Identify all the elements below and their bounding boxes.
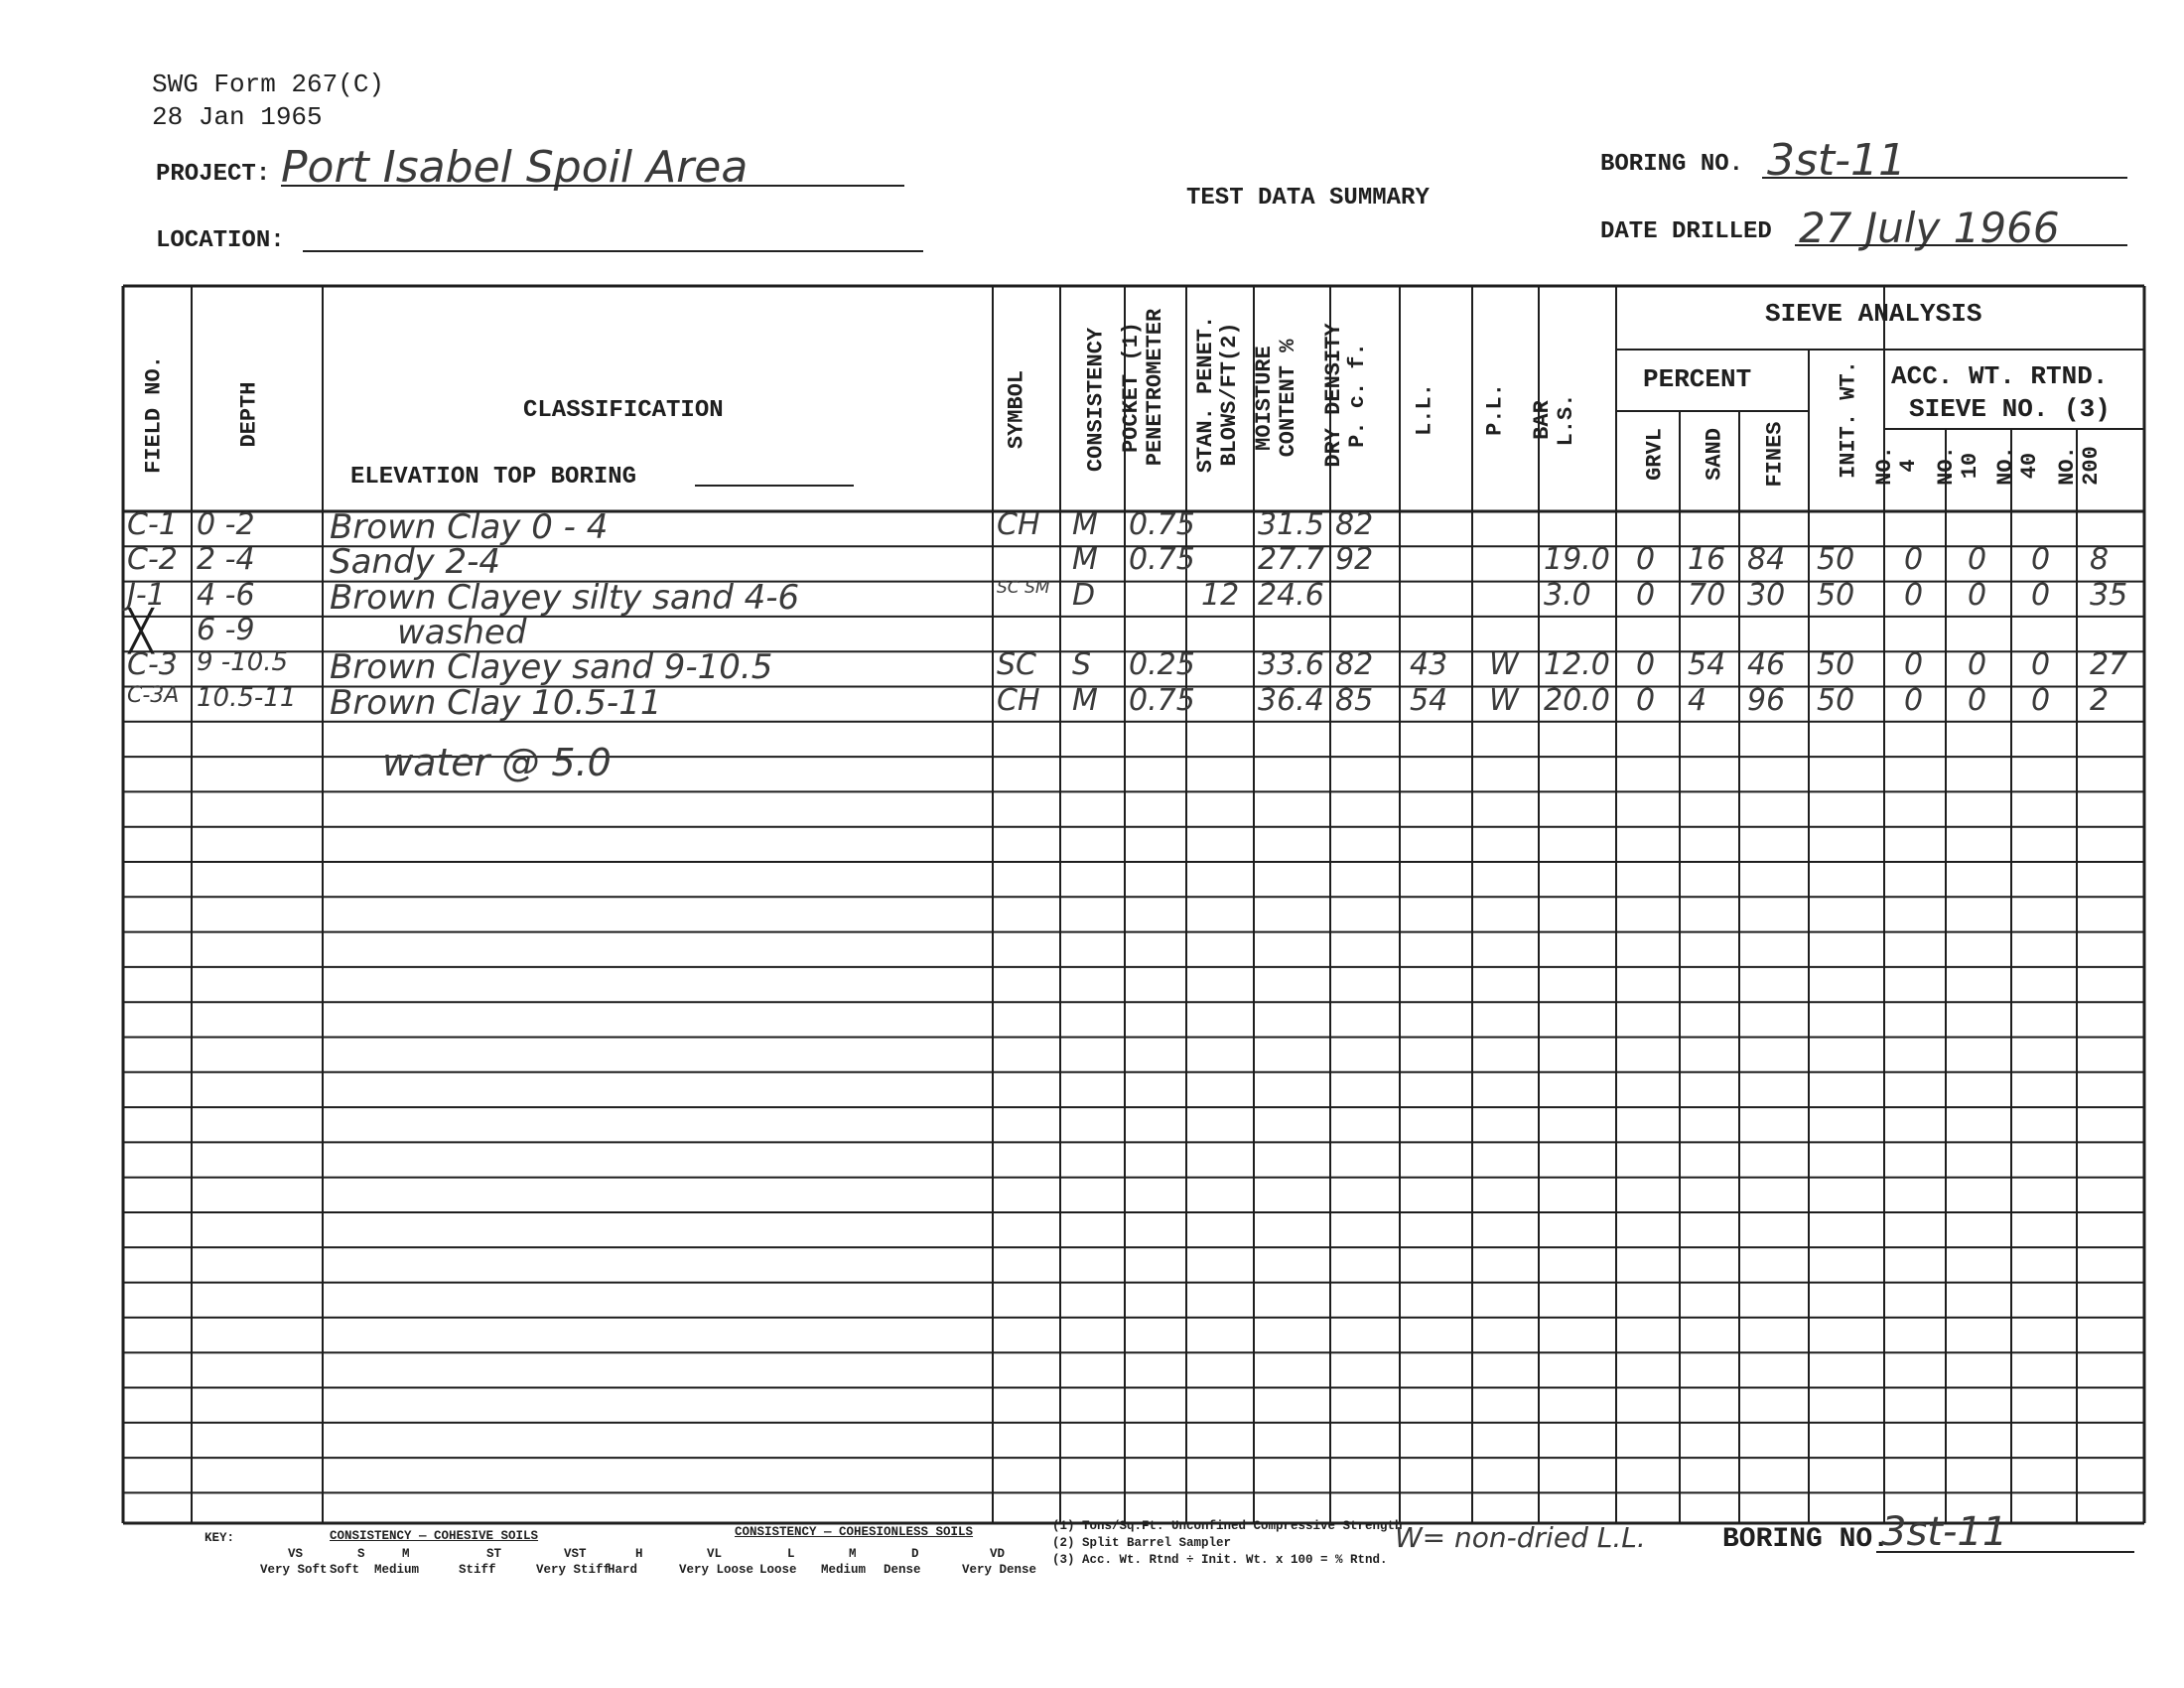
row-field-no: J-1	[127, 577, 166, 613]
boring-no-label: BORING NO.	[1600, 151, 1744, 178]
key-name: Medium	[374, 1563, 420, 1577]
crossed-out-mark-icon: ╳	[129, 608, 154, 654]
header-grvl: GRVL	[1642, 428, 1668, 481]
row-init-wt: 50	[1817, 542, 1855, 578]
row-classification: Brown Clay 10.5-11	[330, 682, 662, 723]
key-code: ST	[486, 1547, 502, 1561]
row-init-wt: 50	[1817, 577, 1855, 613]
key-name: Stiff	[459, 1563, 496, 1577]
row-bar-ls: 19.0	[1544, 542, 1610, 578]
key-name: Soft	[330, 1563, 360, 1577]
elevation-underline	[695, 485, 854, 487]
key-code: VD	[990, 1547, 1006, 1561]
key-code: L	[787, 1547, 795, 1561]
row-depth: 2 -4	[197, 542, 255, 578]
row-dry-density: 82	[1335, 507, 1374, 542]
row-grvl: 0	[1636, 542, 1656, 578]
row-moisture: 33.6	[1258, 647, 1324, 683]
row-symbol: CH	[997, 682, 1040, 718]
header-acc-sieve: SIEVE NO. (3)	[1909, 394, 2111, 424]
row-no200: 2	[2090, 682, 2110, 718]
footer-boring-value: 3st-11	[1881, 1509, 2008, 1555]
row-classification: Brown Clay 0 - 4	[330, 507, 609, 547]
row-init-wt: 50	[1817, 647, 1855, 683]
header-no10: NO. 10	[1934, 446, 1982, 486]
date-drilled-label: DATE DRILLED	[1600, 218, 1772, 245]
location-label: LOCATION:	[156, 227, 285, 254]
row-depth: 4 -6	[197, 577, 255, 613]
header-sieve-analysis: SIEVE ANALYSIS	[1765, 299, 1982, 329]
row-field-no: C-3A	[127, 682, 180, 708]
header-no4: NO. 4	[1872, 446, 1921, 486]
form-date: 28 Jan 1965	[152, 102, 323, 132]
key-note-3: (3) Acc. Wt. Rtnd ÷ Init. Wt. x 100 = % Rtnd.	[1052, 1553, 1388, 1567]
key-name: Very Dense	[962, 1563, 1037, 1577]
row-classification: Sandy 2-4	[330, 542, 501, 583]
header-init-wt: INIT. WT.	[1836, 360, 1861, 479]
row-no200: 8	[2090, 542, 2110, 578]
key-code: VST	[564, 1547, 587, 1561]
key-name: Loose	[759, 1563, 797, 1577]
water-note: water @ 5.0	[382, 741, 612, 784]
row-consistency: M	[1072, 542, 1098, 578]
row-symbol: SC SM	[997, 577, 1050, 598]
row-moisture: 24.6	[1258, 577, 1324, 613]
row-no10: 0	[1968, 682, 1987, 718]
header-symbol: SYMBOL	[1004, 369, 1029, 450]
row-field-no: C-1	[127, 507, 178, 542]
row-no200: 27	[2090, 647, 2128, 683]
key-code: M	[849, 1547, 857, 1561]
header-depth: DEPTH	[236, 381, 262, 448]
row-fines: 84	[1747, 542, 1786, 578]
row-bar-ls: 20.0	[1544, 682, 1610, 718]
row-no40: 0	[2031, 577, 2051, 613]
header-dry-density	[1322, 306, 1370, 485]
key-label: KEY:	[205, 1531, 235, 1545]
row-no200: 35	[2090, 577, 2128, 613]
header-ll: L.L.	[1412, 383, 1437, 436]
row-bar-ls: 3.0	[1544, 577, 1591, 613]
row-classification: washed	[397, 612, 527, 652]
row-grvl: 0	[1636, 682, 1656, 718]
row-classification: Brown Clayey sand 9-10.5	[330, 647, 773, 688]
header-dry-line1: DRY DENSITY	[1321, 323, 1346, 468]
key-code: H	[635, 1547, 643, 1561]
row-grvl: 0	[1636, 647, 1656, 683]
row-no4: 0	[1904, 647, 1924, 683]
row-fines: 30	[1747, 577, 1786, 613]
row-bar-ls: 12.0	[1544, 647, 1610, 683]
header-stan-line1: STAN. PENET.	[1193, 315, 1218, 474]
header-sand: SAND	[1702, 428, 1727, 481]
key-name: Very Soft	[260, 1563, 328, 1577]
row-dry-density: 82	[1335, 647, 1374, 683]
row-field-no: C-2	[127, 542, 178, 578]
header-pocket-line2: PENETROMETER	[1143, 308, 1167, 467]
row-stan: 12	[1201, 577, 1240, 613]
row-no4: 0	[1904, 577, 1924, 613]
row-moisture: 36.4	[1258, 682, 1324, 718]
footer-boring-label: BORING NO.	[1722, 1524, 1890, 1555]
key-note-2: (2) Split Barrel Sampler	[1052, 1536, 1232, 1550]
date-drilled-value: 27 July 1966	[1799, 204, 2060, 252]
row-no4: 0	[1904, 682, 1924, 718]
header-acc-wt: ACC. WT. RTND.	[1891, 361, 2109, 391]
row-sand: 4	[1688, 682, 1707, 718]
footer-boring-underline	[1876, 1551, 2134, 1553]
row-no40: 0	[2031, 647, 2051, 683]
row-consistency: S	[1072, 647, 1092, 683]
row-dry-density: 85	[1335, 682, 1374, 718]
key-name: Dense	[884, 1563, 921, 1577]
row-pocket: 0.75	[1129, 507, 1195, 542]
row-consistency: D	[1072, 577, 1096, 613]
key-note-1: (1) Tons/Sq.Ft. Unconfined Compressive Strength	[1052, 1519, 1403, 1533]
project-label: PROJECT:	[156, 161, 271, 188]
key-cohesive-title: CONSISTENCY — COHESIVE SOILS	[330, 1529, 539, 1543]
header-pocket-line1: POCKET (1)	[1119, 321, 1144, 454]
row-no40: 0	[2031, 682, 2051, 718]
row-consistency: M	[1072, 507, 1098, 542]
header-classification: CLASSIFICATION	[523, 397, 724, 424]
boring-no-value: 3st-11	[1767, 135, 1907, 186]
row-symbol: CH	[997, 507, 1040, 542]
key-name: Hard	[608, 1563, 638, 1577]
row-ll: 54	[1410, 682, 1448, 718]
w-note: W= non-dried L.L.	[1395, 1521, 1646, 1554]
header-percent: PERCENT	[1643, 364, 1752, 394]
row-symbol: SC	[997, 647, 1036, 683]
row-consistency: M	[1072, 682, 1098, 718]
key-name: Very Stiff	[536, 1563, 612, 1577]
header-consistency: CONSISTENCY	[1083, 327, 1109, 473]
header-field-no: FIELD NO.	[141, 355, 167, 474]
row-depth: 10.5-11	[197, 682, 297, 713]
row-field-no: C-3	[127, 647, 178, 683]
row-pocket: 0.75	[1129, 542, 1195, 578]
key-name: Medium	[821, 1563, 867, 1577]
key-code: M	[402, 1547, 410, 1561]
key-name: Very Loose	[679, 1563, 754, 1577]
project-value: Port Isabel Spoil Area	[281, 142, 749, 193]
header-bar-line1: BAR	[1530, 400, 1555, 440]
row-grvl: 0	[1636, 577, 1656, 613]
header-elevation: ELEVATION TOP BORING	[350, 464, 637, 491]
row-sand: 54	[1688, 647, 1726, 683]
header-dry-line2: P. c. f.	[1345, 343, 1370, 448]
header-no40: NO. 40	[1993, 446, 2042, 486]
row-init-wt: 50	[1817, 682, 1855, 718]
header-bar-line2: L.S.	[1554, 393, 1578, 447]
row-fines: 96	[1747, 682, 1786, 718]
row-fines: 46	[1747, 647, 1786, 683]
row-pl: W	[1489, 647, 1519, 683]
header-bar-ls	[1531, 380, 1578, 460]
row-depth: 0 -2	[197, 507, 255, 542]
header-stan-line2: BLOWS/FT(2)	[1217, 322, 1242, 467]
row-pl: W	[1489, 682, 1519, 718]
row-pocket: 0.75	[1129, 682, 1195, 718]
header-stan-penet	[1194, 295, 1242, 493]
row-sand: 70	[1688, 577, 1726, 613]
row-classification: Brown Clayey silty sand 4-6	[330, 577, 800, 618]
key-code: S	[357, 1547, 365, 1561]
header-fines: FINES	[1762, 421, 1788, 488]
row-dry-density: 92	[1335, 542, 1374, 578]
key-cohesionless-title: CONSISTENCY — COHESIONLESS SOILS	[735, 1525, 974, 1539]
key-code: VL	[707, 1547, 723, 1561]
row-moisture: 31.5	[1258, 507, 1324, 542]
row-no40: 0	[2031, 542, 2051, 578]
row-ll: 43	[1410, 647, 1448, 683]
header-moisture	[1253, 314, 1300, 483]
form-title: TEST DATA SUMMARY	[1186, 185, 1430, 211]
row-sand: 16	[1688, 542, 1726, 578]
form-number: SWG Form 267(C)	[152, 70, 385, 99]
header-pl: P.L.	[1482, 383, 1508, 436]
row-no10: 0	[1968, 542, 1987, 578]
header-no200: NO. 200	[2055, 446, 2104, 486]
row-no4: 0	[1904, 542, 1924, 578]
row-no10: 0	[1968, 577, 1987, 613]
header-moist-line1: MOISTURE	[1252, 346, 1277, 451]
row-pocket: 0.25	[1129, 647, 1195, 683]
key-code: VS	[288, 1547, 304, 1561]
row-depth: 6 -9	[197, 612, 255, 647]
row-no10: 0	[1968, 647, 1987, 683]
key-code: D	[911, 1547, 919, 1561]
header-pocket	[1120, 293, 1167, 482]
row-moisture: 27.7	[1258, 542, 1324, 578]
header-moist-line2: CONTENT %	[1276, 339, 1300, 458]
row-depth: 9 -10.5	[197, 647, 289, 678]
